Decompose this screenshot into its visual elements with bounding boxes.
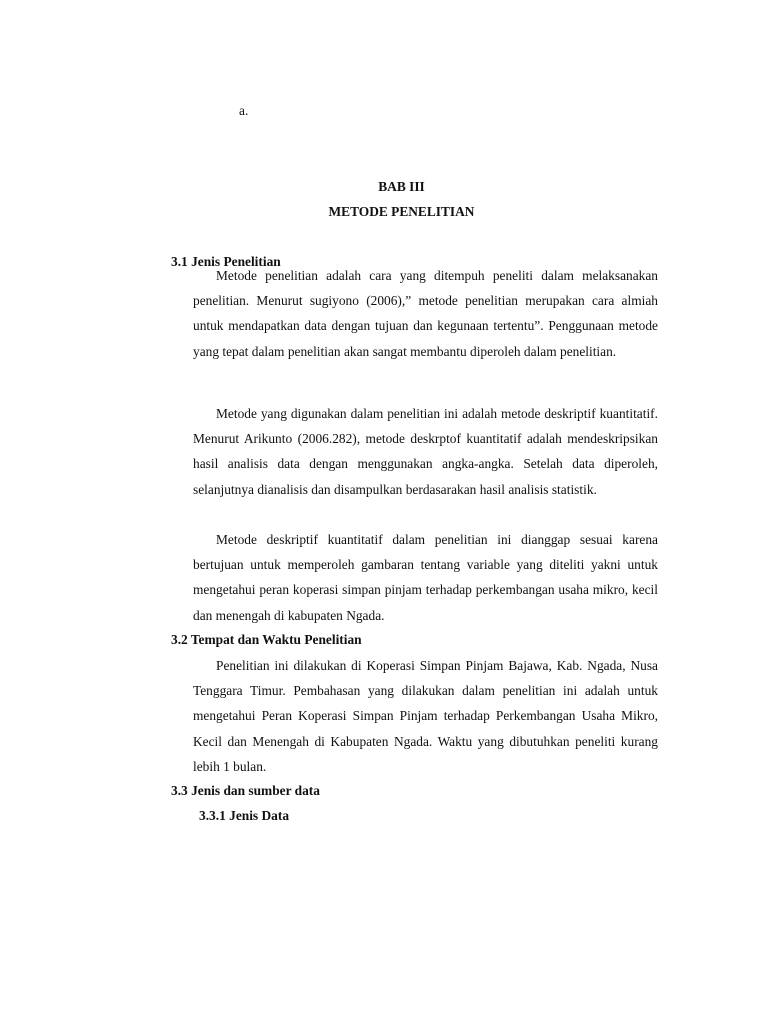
paragraph-3-2-1: Penelitian ini dilakukan di Koperasi Simpan Pinjam Bajawa, Kab. Ngada, Nusa Tenggara Timur. Pembahasan yang dilakukan dalam penelitian ini adalah untuk mengetahui Peran Koperasi Simpan Pinjam terhadap Perkembangan Usaha Mikro, Kecil dan Menengah di Kabupaten Ngada. Waktu yang dibutuhkan peneliti kurang lebih 1 bulan. xyxy=(193,658,658,774)
section-heading-3-2: 3.2 Tempat dan Waktu Penelitian xyxy=(171,632,362,647)
paragraph-3-1-1: Metode penelitian adalah cara yang ditempuh peneliti dalam melaksanakan penelitian. Menurut sugiyono (2006),” metode penelitian merupakan cara almiah untuk mendapatkan data dengan tujuan dan kegunaan tertentu”. Penggunaan metode yang tepat dalam penelitian akan sangat membantu diperoleh dalam penelitian. xyxy=(193,268,658,359)
paragraph-3-1-3: Metode deskriptif kuantitatif dalam penelitian ini dianggap sesuai karena bertujuan untuk memperoleh gambaran tentang variable yang diteliti yakni untuk mengetahui peran koperasi simpan pinjam terhadap perkembangan usaha mikro, kecil dan menengah di kabupaten Ngada. xyxy=(193,532,658,623)
section-heading-3-3: 3.3 Jenis dan sumber data xyxy=(171,783,320,798)
section-heading-3-1: 3.1 Jenis Penelitian xyxy=(171,254,281,269)
paragraph-3-1-2: Metode yang digunakan dalam penelitian ini adalah metode deskriptif kuantitatif. Menurut Arikunto (2006.282), metode deskrptof kuantitatif adalah mendeskripsikan hasil analisis data dengan menggunakan angka-angka. Setelah data diperoleh, selanjutnya dianalisis dan disampulkan berdasarakan hasil analisis statistik. xyxy=(193,406,658,497)
chapter-title: METODE PENELITIAN xyxy=(328,204,475,219)
chapter-number: BAB III xyxy=(378,179,425,194)
subsection-heading-3-3-1: 3.3.1 Jenis Data xyxy=(199,808,290,823)
list-marker: a. xyxy=(239,103,249,118)
